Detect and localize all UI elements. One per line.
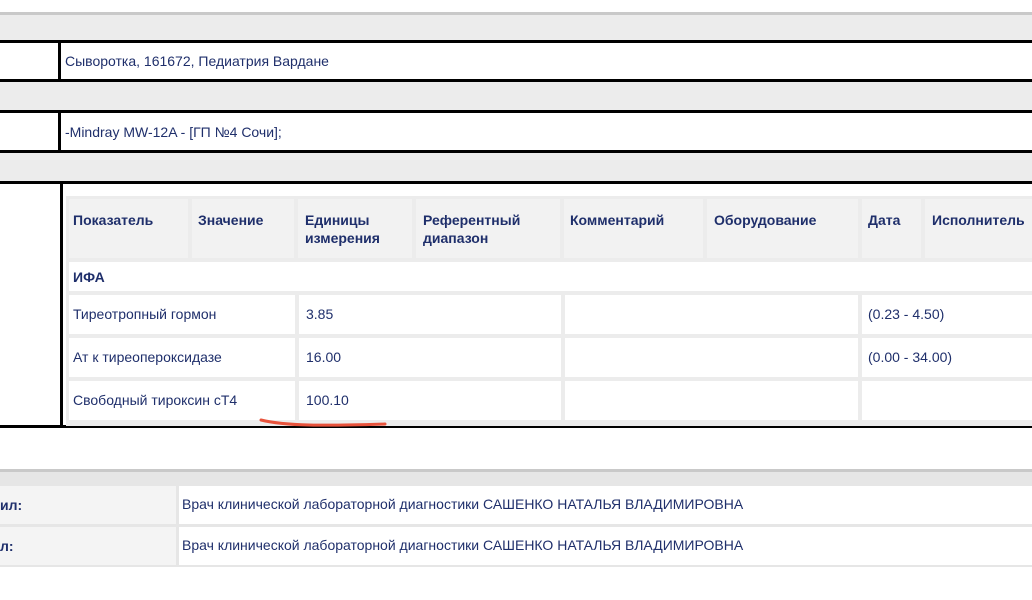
header-cell-performer: Исполнитель bbox=[925, 199, 1032, 258]
range-cell bbox=[862, 381, 1032, 420]
signature-label: л: bbox=[0, 538, 14, 554]
signature-row bbox=[0, 527, 1032, 565]
range-cell bbox=[862, 295, 1032, 334]
table-row bbox=[69, 295, 295, 334]
value-cell bbox=[299, 295, 561, 334]
comment-cell bbox=[565, 338, 858, 377]
group-label: ИФА bbox=[73, 269, 105, 285]
highlight-underline bbox=[255, 412, 395, 432]
device-row-left-cell bbox=[0, 113, 61, 150]
range-cell bbox=[862, 338, 1032, 377]
signature-text: Врач клинической лабораторной диагностики САШЕНКО НАТАЛЬЯ ВЛАДИМИРОВНА bbox=[182, 537, 744, 553]
indicator-name: Тиреотропный гормон bbox=[73, 306, 217, 322]
header-cell-date: Дата bbox=[862, 199, 921, 258]
header-cell-indicator: Показатель bbox=[69, 199, 188, 258]
lower-band bbox=[0, 153, 1032, 181]
signature-value-cell bbox=[179, 527, 1032, 565]
indicator-value: 100.10 bbox=[306, 392, 349, 408]
results-table bbox=[66, 196, 1032, 426]
device-row bbox=[0, 110, 1032, 153]
group-row bbox=[69, 262, 1032, 291]
sample-row bbox=[0, 40, 1032, 82]
signature-label: ил: bbox=[0, 497, 23, 513]
comment-cell bbox=[565, 381, 858, 420]
reference-range: (0.23 - 4.50) bbox=[868, 306, 945, 322]
signatures-section bbox=[0, 469, 1032, 567]
header-cell-equipment: Оборудование bbox=[707, 199, 858, 258]
signature-label-cell bbox=[0, 527, 176, 565]
sample-row-left-cell bbox=[0, 43, 61, 79]
indicator-name: Свободный тироксин сТ4 bbox=[73, 392, 238, 408]
indicator-name: Ат к тиреопероксидазе bbox=[73, 349, 222, 365]
signature-text: Врач клинической лабораторной диагностики САШЕНКО НАТАЛЬЯ ВЛАДИМИРОВНА bbox=[182, 496, 744, 512]
signature-row bbox=[0, 486, 1032, 524]
signature-label-cell bbox=[0, 486, 176, 524]
header-cell-reference: Референтный диапазон bbox=[416, 199, 560, 258]
signature-value-cell bbox=[179, 486, 1032, 524]
middle-band bbox=[0, 82, 1032, 110]
results-left-cell bbox=[0, 184, 63, 425]
device-info-text: -Mindray MW-12A - [ГП №4 Сочи]; bbox=[65, 124, 282, 140]
indicator-value: 3.85 bbox=[306, 306, 334, 322]
comment-cell bbox=[565, 295, 858, 334]
reference-range: (0.00 - 34.00) bbox=[868, 349, 953, 365]
top-band bbox=[0, 12, 1032, 40]
header-cell-value: Значение bbox=[192, 199, 294, 258]
table-row bbox=[69, 338, 295, 377]
header-cell-comment: Комментарий bbox=[564, 199, 703, 258]
header-cell-units: Единицы измерения bbox=[298, 199, 412, 258]
sample-info-text: Сыворотка, 161672, Педиатрия Вардане bbox=[65, 53, 329, 69]
indicator-value: 16.00 bbox=[306, 349, 342, 365]
value-cell bbox=[299, 338, 561, 377]
